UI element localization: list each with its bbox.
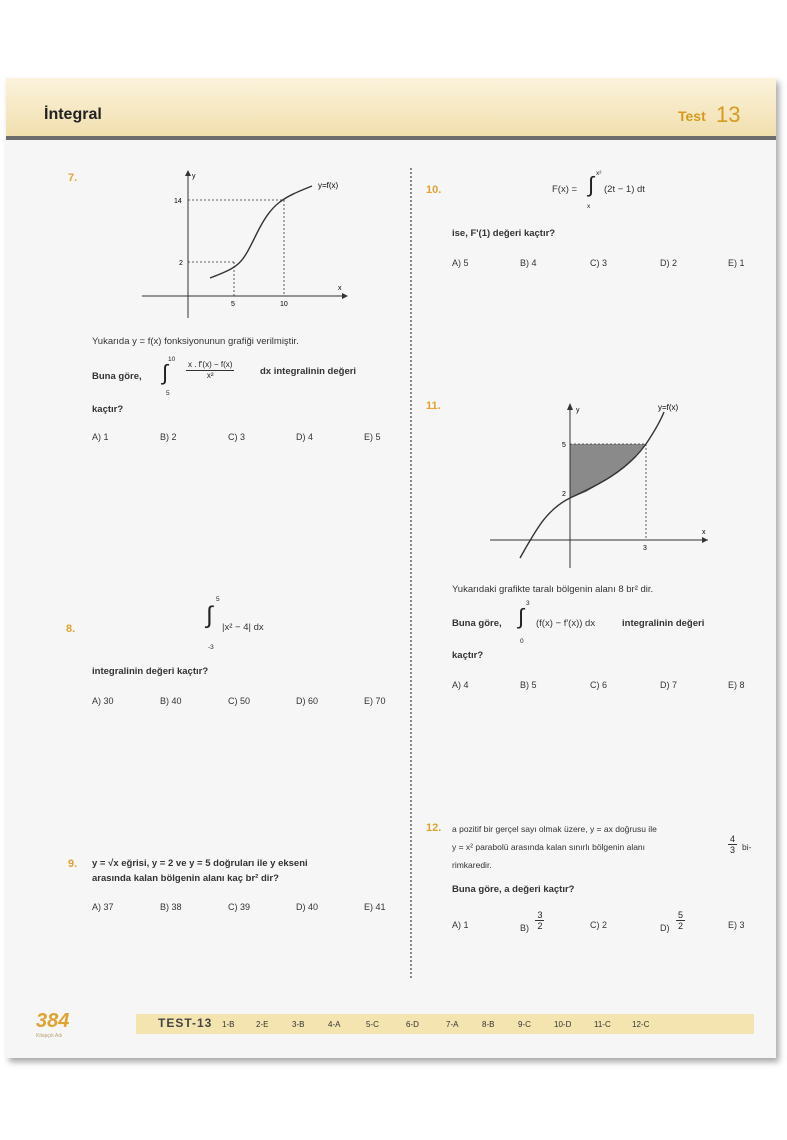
question-line-2: y = x² parabolü arasında kalan sınırlı bölgenin alanı <box>452 842 646 852</box>
lower-bound: x <box>587 203 591 210</box>
question-number: 8. <box>66 623 76 635</box>
q11-graph <box>486 400 716 570</box>
option-fraction <box>535 910 544 931</box>
option-d[interactable]: D) 60 <box>296 696 319 706</box>
question-number: 12. <box>426 822 442 834</box>
option-b[interactable] <box>520 910 546 931</box>
option-d[interactable]: D) 4 <box>296 432 314 442</box>
answer-key-item: 9-C <box>518 1020 531 1029</box>
page-number: 384 <box>36 1010 70 1032</box>
test-number: 13 <box>716 102 741 127</box>
test-word: Test <box>678 108 706 124</box>
q7-graph <box>132 168 352 318</box>
option-e[interactable]: E) 5 <box>364 432 381 442</box>
lower-bound: -3 <box>208 644 214 651</box>
answer-key-item: 6-D <box>406 1020 419 1029</box>
option-a[interactable]: A) 37 <box>92 902 114 912</box>
integral-sign-icon: ∫ <box>588 172 595 197</box>
question-line-3: rimkaredir. <box>452 860 492 870</box>
x-tick: 5 <box>231 301 235 308</box>
option-c[interactable]: C) 50 <box>228 696 251 706</box>
option-fraction <box>676 910 685 931</box>
lead-text: Buna göre, <box>452 618 502 629</box>
x-arrow-icon <box>702 537 708 543</box>
integral-expression <box>92 356 357 397</box>
option-a[interactable]: A) 4 <box>452 680 469 690</box>
question-text: Yukarıdaki grafikte taralı bölgenin alanı 8 br² dir. <box>452 584 654 595</box>
page-subtext: Kitapçık Adı <box>36 1033 63 1039</box>
question-line-2-tail: bi- <box>742 842 752 852</box>
chapter-title: İntegral <box>44 106 102 123</box>
numerator: 5 <box>677 910 683 920</box>
answer-key-item: 3-B <box>292 1020 305 1029</box>
y-tick: 2 <box>562 491 566 498</box>
tail-text: integralinin değeri <box>622 618 705 629</box>
area-fraction <box>728 834 737 855</box>
question-line-2: arasında kalan bölgenin alanı kaç br² dir? <box>92 873 279 884</box>
integrand: (f(x) − f'(x)) dx <box>536 618 596 629</box>
question-number: 9. <box>68 858 78 870</box>
option-b[interactable]: B) 5 <box>520 680 537 690</box>
curve-label: y=f(x) <box>318 181 339 190</box>
page-header <box>6 78 776 140</box>
fraction <box>186 360 234 381</box>
question-number: 10. <box>426 184 442 196</box>
option-e[interactable]: E) 41 <box>364 902 386 912</box>
option-c[interactable]: C) 3 <box>228 432 246 442</box>
integral-sign-icon: ∫ <box>206 602 213 629</box>
x-label: x <box>338 285 342 292</box>
ask-text: kaçtır? <box>92 404 124 415</box>
answer-key-item: 4-A <box>328 1020 341 1029</box>
denominator: 2 <box>537 921 543 931</box>
option-a[interactable]: A) 5 <box>452 258 469 268</box>
question-number: 7. <box>68 172 78 184</box>
option-d[interactable] <box>660 910 687 931</box>
ask-text: Buna göre, a değeri kaçtır? <box>452 884 575 895</box>
option-a[interactable]: A) 1 <box>452 920 469 930</box>
option-b[interactable]: B) 40 <box>160 696 182 706</box>
option-c[interactable]: C) 6 <box>590 680 608 690</box>
numerator: 4 <box>730 834 736 844</box>
shaded-region <box>570 444 646 498</box>
x-tick: 3 <box>643 545 647 552</box>
option-a[interactable]: A) 1 <box>92 432 109 442</box>
option-c[interactable]: C) 3 <box>590 258 608 268</box>
option-label: D) <box>660 922 670 933</box>
answer-key-label: TEST-13 <box>158 1016 213 1030</box>
y-tick: 14 <box>174 198 182 205</box>
y-arrow-icon <box>185 170 191 176</box>
column-divider <box>410 168 412 978</box>
option-d[interactable]: D) 40 <box>296 902 319 912</box>
ask-text: integralinin değeri kaçtır? <box>92 666 209 677</box>
integrand: |x² − 4| dx <box>222 622 264 633</box>
question-line-1: a pozitif bir gerçel sayı olmak üzere, y = ax doğrusu ile <box>452 824 657 834</box>
question-line-1: y = √x eğrisi, y = 2 ve y = 5 doğruları ile y ekseni <box>92 858 308 869</box>
curve-label: y=f(x) <box>658 403 679 412</box>
numerator: 3 <box>537 910 543 920</box>
option-c[interactable]: C) 2 <box>590 920 608 930</box>
numerator: x . f'(x) − f(x) <box>188 360 233 369</box>
denominator: x² <box>206 371 214 380</box>
option-label: B) <box>520 922 529 933</box>
lower-bound: 5 <box>166 390 170 397</box>
answer-key-item: 5-C <box>366 1020 379 1029</box>
integral-sign-icon: ∫ <box>162 360 169 385</box>
lower-bound: 0 <box>520 638 524 645</box>
option-d[interactable]: D) 2 <box>660 258 678 268</box>
option-d[interactable]: D) 7 <box>660 680 678 690</box>
option-b[interactable]: B) 38 <box>160 902 182 912</box>
question-text: Yukarıda y = f(x) fonksiyonunun grafiği verilmiştir. <box>92 336 299 347</box>
answer-key-item: 1-B <box>222 1020 235 1029</box>
x-tick: 10 <box>280 301 288 308</box>
function-label: F(x) = <box>552 184 578 195</box>
option-e[interactable]: E) 70 <box>364 696 386 706</box>
answer-key-item: 8-B <box>482 1020 495 1029</box>
answer-key-item: 2-E <box>256 1020 269 1029</box>
option-c[interactable]: C) 39 <box>228 902 251 912</box>
tail-text: dx integralinin değeri <box>260 366 357 377</box>
option-b[interactable]: B) 2 <box>160 432 177 442</box>
book-page <box>6 78 776 1058</box>
denominator: 3 <box>730 845 736 855</box>
answer-key-item: 11-C <box>594 1020 611 1029</box>
lead-text: Buna göre, <box>92 371 142 382</box>
x-arrow-icon <box>342 293 348 299</box>
y-arrow-icon <box>567 403 573 410</box>
denominator: 2 <box>677 921 683 931</box>
upper-bound: 10 <box>168 356 176 363</box>
option-a[interactable]: A) 30 <box>92 696 114 706</box>
y-label: y <box>576 407 580 414</box>
upper-bound: x² <box>596 170 602 177</box>
ask-text: ise, F'(1) değeri kaçtır? <box>452 228 556 239</box>
x-label: x <box>702 529 706 536</box>
option-e[interactable]: E) 8 <box>728 680 745 690</box>
integrand: (2t − 1) dt <box>604 184 645 195</box>
option-e[interactable]: E) 1 <box>728 258 745 268</box>
upper-bound: 3 <box>526 600 530 607</box>
option-e[interactable]: E) 3 <box>728 920 745 930</box>
y-tick: 5 <box>562 442 566 449</box>
upper-bound: 5 <box>216 596 220 603</box>
integral-sign-icon: ∫ <box>518 604 525 629</box>
ask-text: kaçtır? <box>452 650 484 661</box>
question-number: 11. <box>426 400 441 412</box>
y-tick: 2 <box>179 260 183 267</box>
y-label: y <box>192 173 196 180</box>
answer-key-item: 10-D <box>554 1020 572 1029</box>
option-b[interactable]: B) 4 <box>520 258 537 268</box>
answer-key-item: 7-A <box>446 1020 459 1029</box>
answer-key-item: 12-C <box>632 1020 650 1029</box>
